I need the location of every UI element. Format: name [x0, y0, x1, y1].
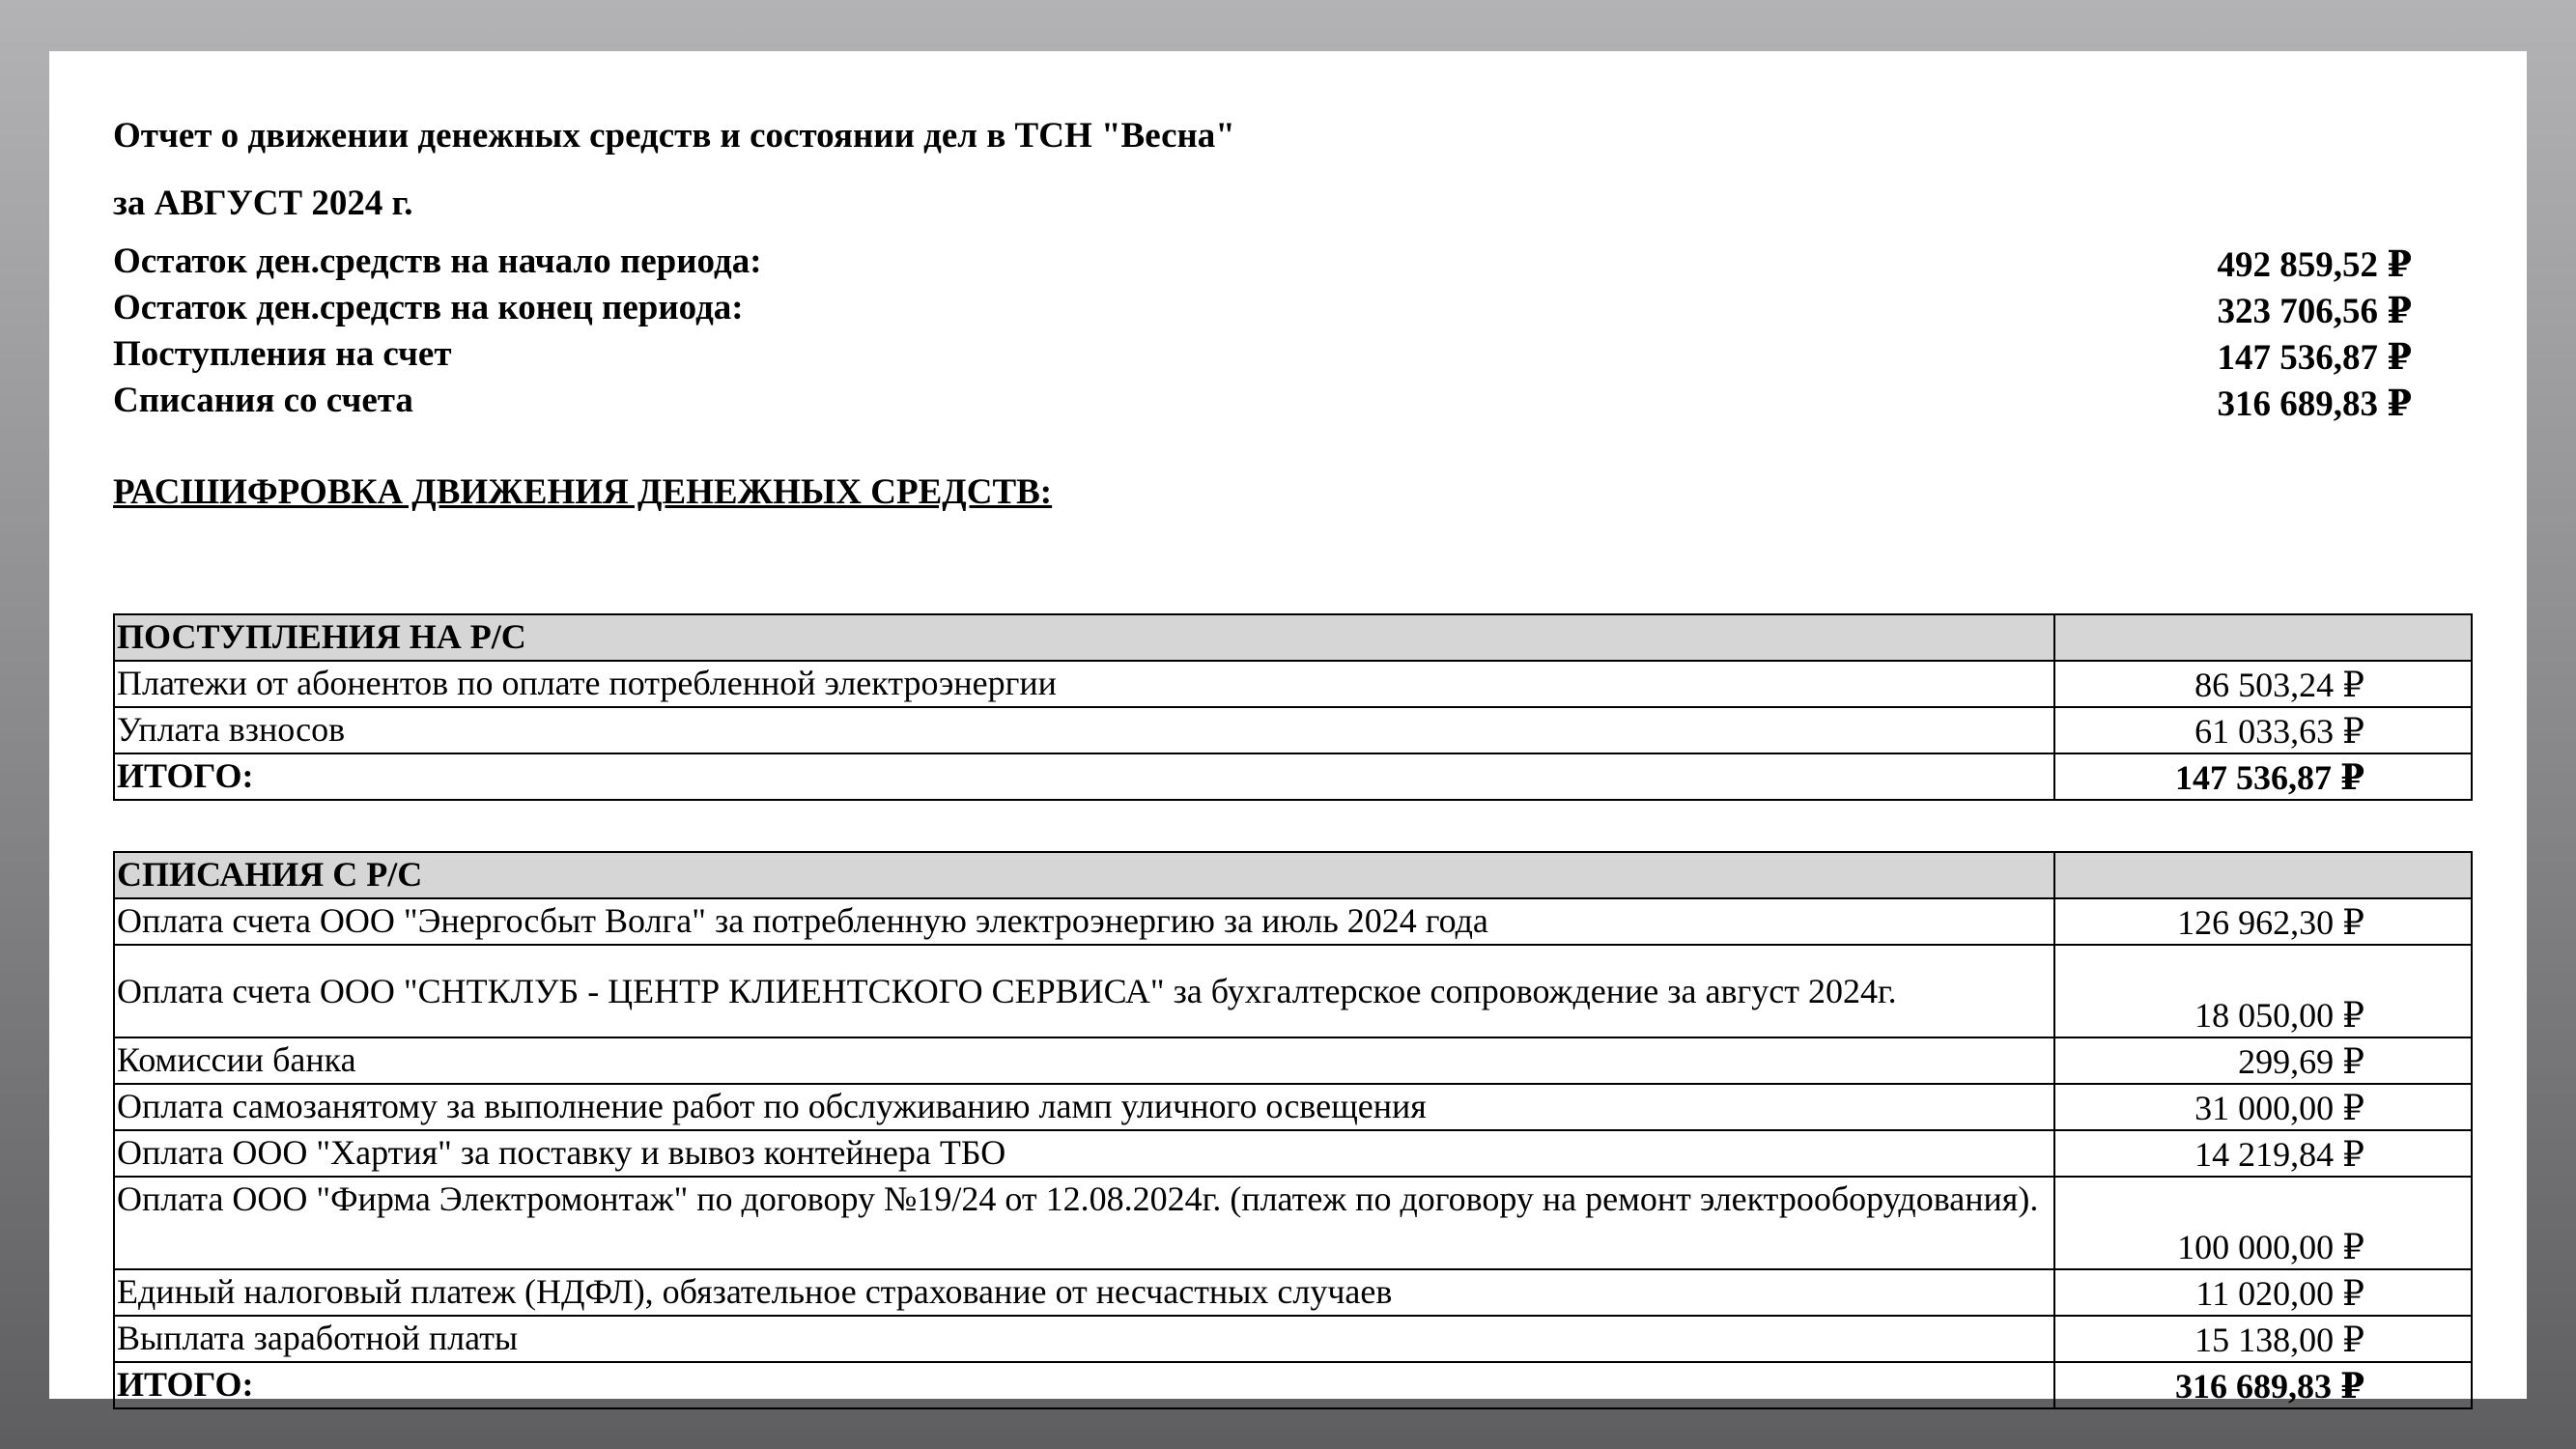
expenses-total-row [114, 1362, 2472, 1408]
summary-value: 147 536,87 ₽ [2217, 338, 2412, 378]
row-description: Оплата ООО "Фирма Электромонтаж" по договору №19/24 от 12.08.2024г. (платеж по договору на ремонт электрооборудования). [114, 1177, 2054, 1269]
row-description: Оплата счета ООО "Энергосбыт Волга" за потребленную электроэнергию за июль 2024 года [114, 898, 2054, 945]
income-table-header [114, 614, 2472, 661]
row-description: Оплата самозанятому за выполнение работ по обслуживанию ламп уличного освещения [114, 1084, 2054, 1130]
report-sheet [49, 51, 2527, 1406]
summary-row-income [113, 333, 2412, 380]
expenses-header-empty-cell [2054, 852, 2472, 898]
expenses-table-header [114, 852, 2472, 898]
row-description: Комиссии банка [114, 1037, 2054, 1084]
income-header-cell: ПОСТУПЛЕНИЯ НА Р/С [114, 614, 2054, 661]
summary-value: 492 859,52 ₽ [2217, 245, 2412, 285]
income-table [113, 613, 2473, 801]
table-row [114, 707, 2472, 753]
row-description: Оплата счета ООО "СНТКЛУБ - ЦЕНТР КЛИЕНТСКОГО СЕРВИСА" за бухгалтерское сопровождение за август 2024г. [114, 945, 2054, 1037]
row-description: Оплата ООО "Хартия" за поставку и вывоз контейнера ТБО [114, 1130, 2054, 1177]
row-amount: 86 503,24 ₽ [2054, 661, 2472, 707]
total-label: ИТОГО: [114, 753, 2054, 800]
summary-value: 316 689,83 ₽ [2217, 384, 2412, 424]
total-label: ИТОГО: [114, 1362, 2054, 1408]
row-amount: 15 138,00 ₽ [2054, 1316, 2472, 1362]
total-amount: 316 689,83 ₽ [2054, 1362, 2472, 1408]
row-amount: 299,69 ₽ [2054, 1037, 2472, 1084]
table-row [114, 1316, 2472, 1362]
table-row [114, 1130, 2472, 1177]
row-amount: 11 020,00 ₽ [2054, 1269, 2472, 1316]
expenses-table [113, 851, 2473, 1409]
summary-label: Остаток ден.средств на начало периода: [113, 242, 762, 281]
row-description: Выплата заработной платы [114, 1316, 2054, 1362]
table-row [114, 898, 2472, 945]
total-amount: 147 536,87 ₽ [2054, 753, 2472, 800]
row-description: Платежи от абонентов по оплате потребленной электроэнергии [114, 661, 2054, 707]
row-amount: 126 962,30 ₽ [2054, 898, 2472, 945]
table-row [114, 661, 2472, 707]
row-amount: 61 033,63 ₽ [2054, 707, 2472, 753]
row-amount: 100 000,00 ₽ [2054, 1177, 2472, 1269]
table-row [114, 1084, 2472, 1130]
row-description: Единый налоговый платеж (НДФЛ), обязательное страхование от несчастных случаев [114, 1269, 2054, 1316]
row-amount: 14 219,84 ₽ [2054, 1130, 2472, 1177]
summary-row-expenses [113, 380, 2412, 426]
income-header-empty-cell [2054, 614, 2472, 661]
row-amount: 18 050,00 ₽ [2054, 945, 2472, 1037]
breakdown-title: РАСШИФРОВКА ДВИЖЕНИЯ ДЕНЕЖНЫХ СРЕДСТВ: [113, 472, 1053, 512]
balance-summary [113, 241, 2412, 426]
table-row [114, 1269, 2472, 1316]
table-row [114, 1037, 2472, 1084]
summary-label: Остаток ден.средств на конец периода: [113, 288, 744, 327]
summary-row-closing-balance [113, 287, 2412, 333]
row-description: Уплата взносов [114, 707, 2054, 753]
row-amount: 31 000,00 ₽ [2054, 1084, 2472, 1130]
table-row [114, 945, 2472, 1037]
summary-value: 323 706,56 ₽ [2217, 292, 2412, 331]
table-row [114, 1177, 2472, 1269]
income-total-row [114, 753, 2472, 800]
summary-label: Поступления на счет [113, 334, 452, 374]
report-title: Отчет о движении денежных средств и состоянии дел в ТСН "Весна" [113, 116, 1235, 156]
summary-row-opening-balance [113, 241, 2412, 287]
expenses-header-cell: СПИСАНИЯ С Р/С [114, 852, 2054, 898]
report-period: за АВГУСТ 2024 г. [113, 184, 413, 223]
summary-label: Списания со счета [113, 381, 413, 420]
